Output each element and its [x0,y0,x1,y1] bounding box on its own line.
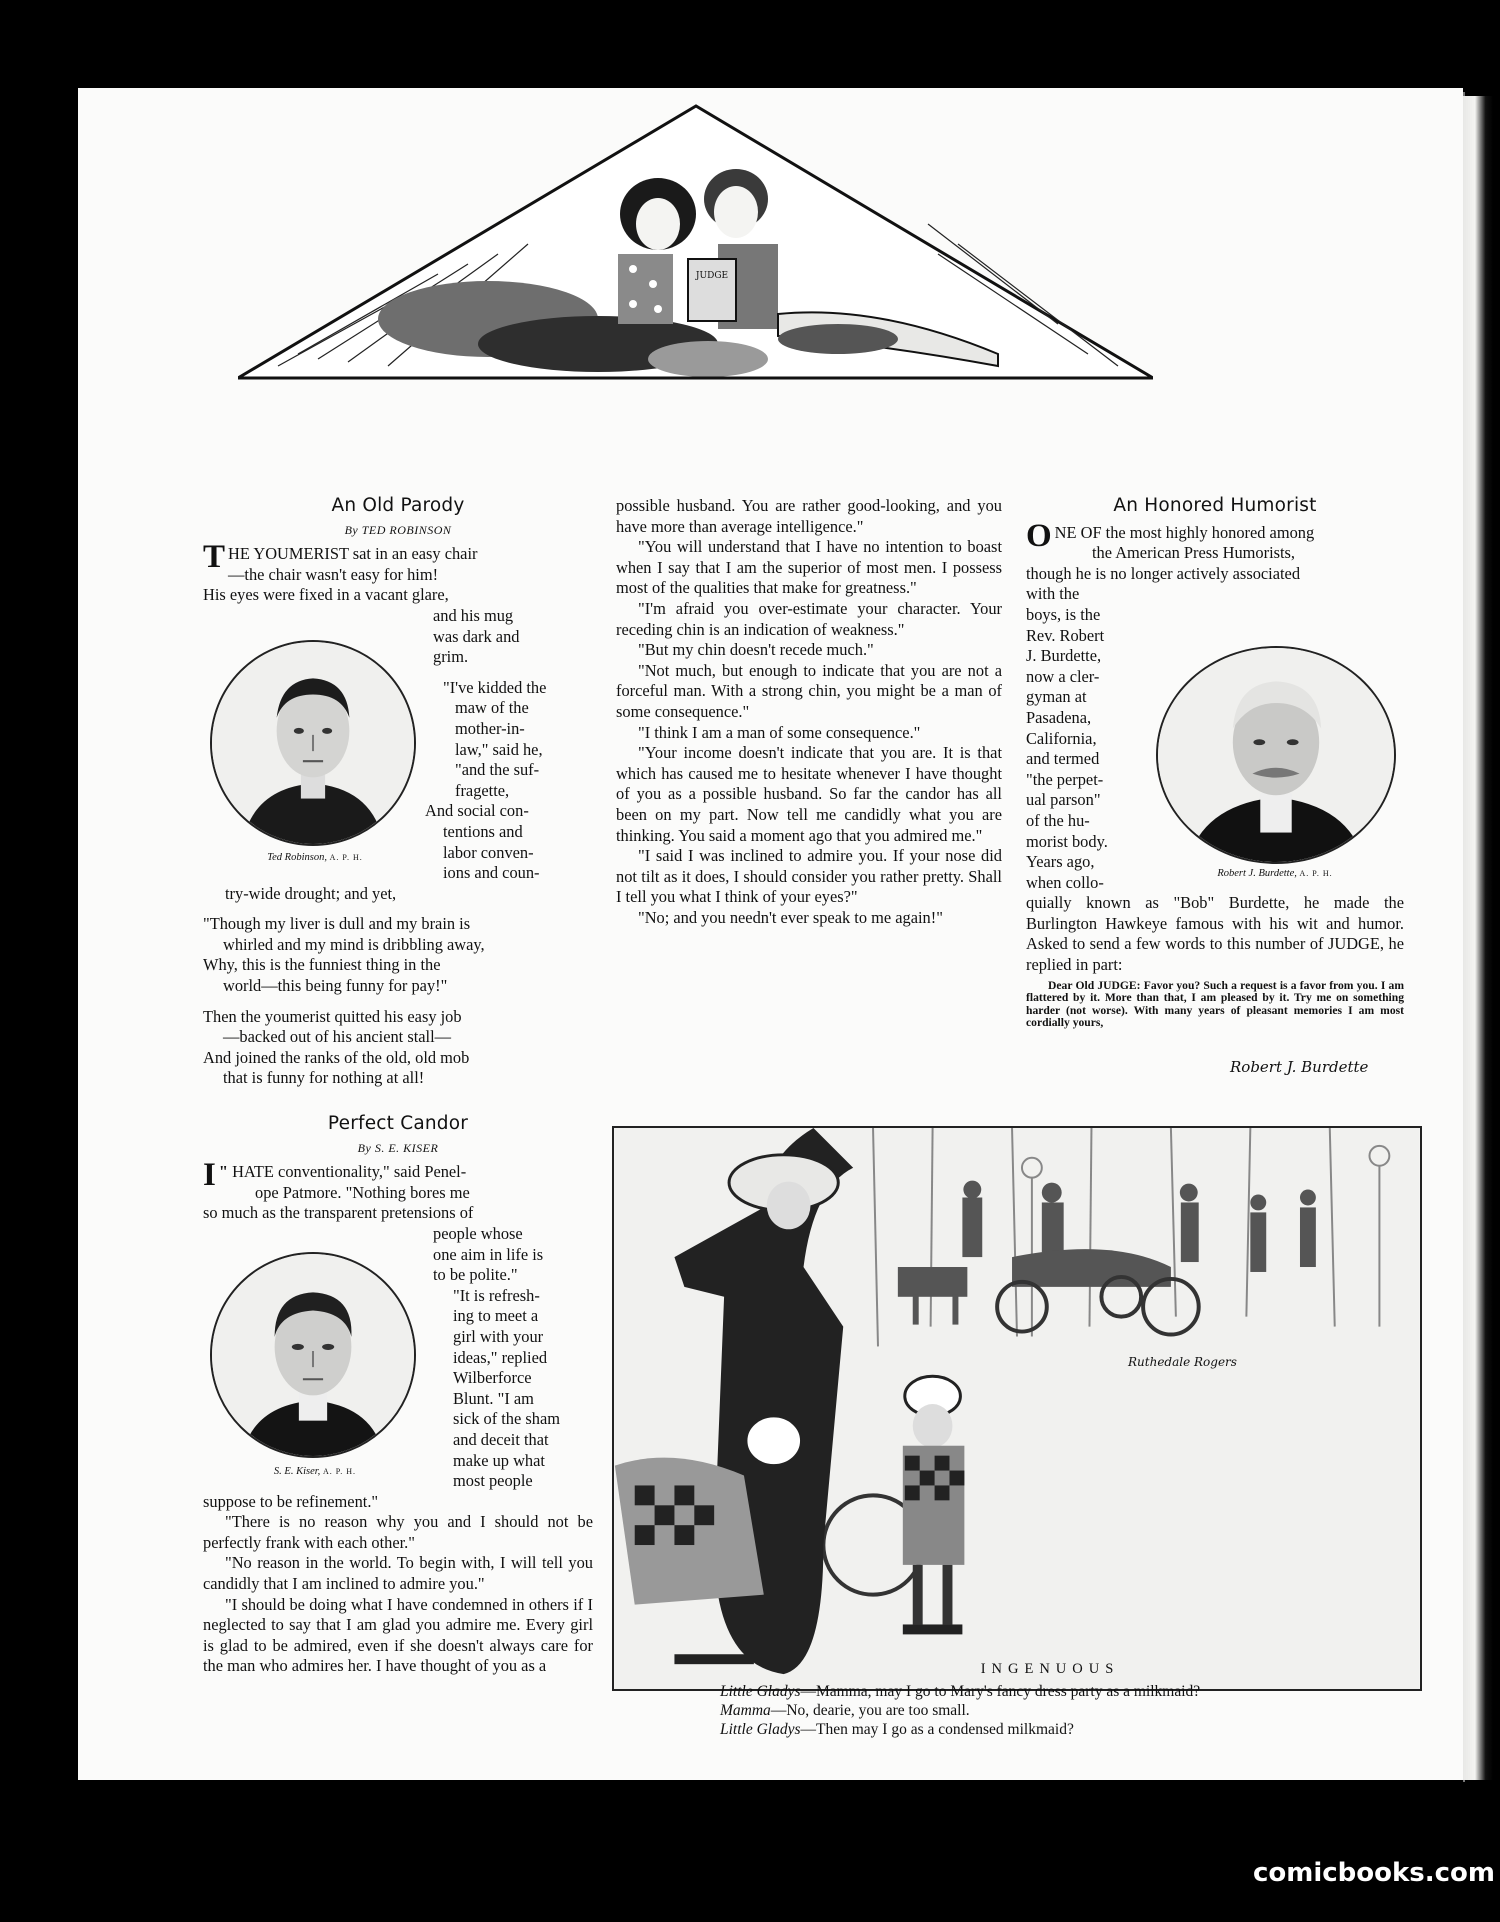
text-line: Why, this is the funniest thing in the [203,955,441,975]
text-line: tentions and [443,821,523,841]
text-line: to be polite." [433,1265,518,1285]
text-line: ions and coun- [443,863,540,883]
cartoon-illustration [612,1126,1422,1691]
text-line: —backed out of his ancient stall— [223,1027,452,1047]
text-line: people whose [433,1223,523,1243]
open-quote: " [218,1162,228,1182]
text-line: make up what [453,1450,545,1470]
site-watermark: comicbooks.com [1252,1858,1495,1888]
article-perfect-candor-continued [616,496,1002,928]
text-line: His eyes were fixed in a vacant glare, [203,585,449,605]
text-line: of the hu- [1026,810,1090,830]
paragraph: "I said I was inclined to admire you. If your nose did not tilt as it does, I should consider you rather pretty. Shall I tell you what I think of your eyes?" [616,846,1002,907]
drop-cap: T [203,539,226,576]
article-title: Perfect Candor [327,1113,469,1134]
text-line: "Though my liver is dull and my brain is [203,914,471,934]
text-line: boys, is the [1026,604,1101,624]
text-line: Rev. Robert [1026,625,1105,645]
text-line: And social con- [425,801,529,821]
photo-caption [1160,868,1390,879]
paragraph: possible husband. You are rather good-looking, and you have more than average intelligence." [616,496,1002,536]
facing-page-edge [1463,96,1493,1780]
text-line: sick of the sham [453,1409,560,1429]
portrait-s-e-kiser [210,1252,416,1458]
letter-quote: Dear Old JUDGE: Favor you? Such a request is a favor from you. I am flattered by it. More than that, I am pleased by it. Try me on something harder (not worse). With many years of pleasant memories I am most cordially yours, [1026,978,1404,1030]
paragraph: "I'm afraid you over-estimate your character. Your receding chin is an indication of weakness." [616,598,1002,639]
text-line: "I've kidded the [443,677,547,697]
text-line: morist body. [1026,831,1108,851]
paragraph: "No; and you needn't ever speak to me again!" [638,907,943,927]
artist-signature: Ruthedale Rogers [1128,1355,1237,1369]
text-line: ual parson" [1026,790,1101,810]
signature: Robert J. Burdette [1230,1058,1369,1076]
article-byline: By TED ROBINSON [344,522,452,537]
paragraph: "I should be doing what I have condemned in others if I neglected to say that I am glad you admire me. Every girl is glad to be admired, even if she doesn't always care for the man who admires her. I have thought of you as a [203,1594,593,1676]
text-line: gyman at [1026,687,1087,707]
text-line: Wilberforce [453,1368,532,1388]
text-line: and deceit that [453,1429,549,1449]
text-line: "and the suf- [455,760,540,780]
text-line: try-wide drought; and yet, [225,883,397,903]
text-line: Years ago, [1026,852,1095,872]
caption-name: S. E. Kiser, [273,1466,321,1477]
photo-caption [220,852,410,863]
portrait-robert-burdette [1156,646,1396,864]
caption-credential: A. P. H. [1299,869,1333,878]
text-line: grim. [433,647,469,667]
text-line: was dark and [433,626,520,646]
paragraph: "I think I am a man of some consequence." [638,722,921,742]
dialogue-text: —Then may I go as a condensed milkmaid? [800,1721,1074,1738]
text-line: ideas," replied [453,1347,548,1367]
portrait-ted-robinson [210,640,416,846]
text-line: "the perpet- [1026,769,1104,789]
paragraph: "There is no reason why you and I should not be perfectly frank with each other." [203,1512,593,1552]
svg-text:JUDGE: JUDGE [695,271,729,281]
text-line: when collo- [1026,872,1104,892]
text-line: ope Patmore. "Nothing bores me [255,1182,470,1202]
text-line: labor conven- [443,842,534,862]
text-line: J. Burdette, [1026,646,1102,666]
speaker: Mamma [720,1702,771,1719]
text-line: mother-in- [455,718,525,738]
speaker: Little Gladys [720,1721,801,1738]
dialogue-text: —Mamma, may I go to Mary's fancy dress party as a milkmaid? [800,1683,1201,1700]
text-line: one aim in life is [433,1244,544,1264]
paragraph: "No reason in the world. To begin with, I will tell you candidly that I am inclined to admire you." [203,1553,593,1594]
text-line: world—this being funny for pay!" [223,976,448,996]
text-line: And joined the ranks of the old, old mob [203,1047,470,1067]
paragraph: "But my chin doesn't recede much." [638,640,874,660]
text-line: fragette, [455,780,510,800]
text-line: whirled and my mind is dribbling away, [223,934,485,954]
caption-name: Ted Robinson, [267,852,327,863]
text-line: now a cler- [1026,666,1100,686]
speaker: Little Gladys [720,1683,801,1700]
text-line: with the [1026,584,1080,604]
photo-caption [220,1466,410,1477]
text-line: "It is refresh- [453,1285,540,1305]
paragraph: quially known as "Bob" Burdette, he made the Burlington Hawkeye famous with his wit and humor. Asked to send a few words to this number of JUDGE, he replied in part: [1026,893,1404,975]
drop-cap: I [203,1157,216,1194]
text-line: and his mug [433,605,514,625]
cartoon-caption [720,1660,1380,1739]
text-line: law," said he, [455,739,543,759]
article-title: An Honored Humorist [1113,495,1317,516]
text-line: the American Press Humorists, [1092,543,1296,563]
text-line: Pasadena, [1026,707,1092,727]
text-line: and termed [1026,749,1100,769]
header-illustration [238,104,1153,380]
text-line: maw of the [455,698,529,718]
text-line: so much as the transparent pretensions of [203,1203,474,1223]
dialogue-text: —No, dearie, you are too small. [770,1702,970,1719]
caption-credential: A. P. H. [322,1467,357,1476]
paragraph: suppose to be refinement." [203,1491,379,1511]
text-line: Then the youmerist quitted his easy job [203,1006,462,1026]
text-line: ing to meet a [453,1306,539,1326]
paragraph: "Your income doesn't indicate that you are. It is that which has caused me to hesitate whenever I have thought of you as a possible husband. So far the candor has all been on my part. Now tell me candidly what you are thinking. You said a moment ago that you admired me." [616,743,1002,845]
text-line: —the chair wasn't easy for him! [228,564,439,584]
paragraph: "Not much, but enough to indicate that you are not a forceful man. With a strong chin, you might be a man of some consequence." [616,660,1002,721]
text-line: though he is no longer actively associated [1026,563,1301,583]
text-line: California, [1026,728,1097,748]
text-line: most people [453,1471,533,1491]
paragraph: "You will understand that I have no intention to boast when I say that I am the superior of most men. I possess most of the qualities that make for greatness." [616,537,1002,598]
article-byline: By S. E. KISER [357,1140,439,1155]
caption-name: Robert J. Burdette, [1217,868,1297,879]
text-line: HE YOUMERIST sat in an easy chair [228,544,478,564]
text-line: Blunt. "I am [453,1388,534,1408]
caption-credential: A. P. H. [329,853,363,862]
text-line: NE OF the most highly honored among [1054,522,1315,542]
text-line: HATE conventionality," said Penel- [232,1162,467,1182]
text-line: that is funny for nothing at all! [223,1068,425,1088]
cartoon-heading: INGENUOUS [980,1661,1120,1677]
drop-cap: O [1026,517,1052,554]
text-line: girl with your [453,1326,544,1346]
article-title: An Old Parody [331,495,465,516]
